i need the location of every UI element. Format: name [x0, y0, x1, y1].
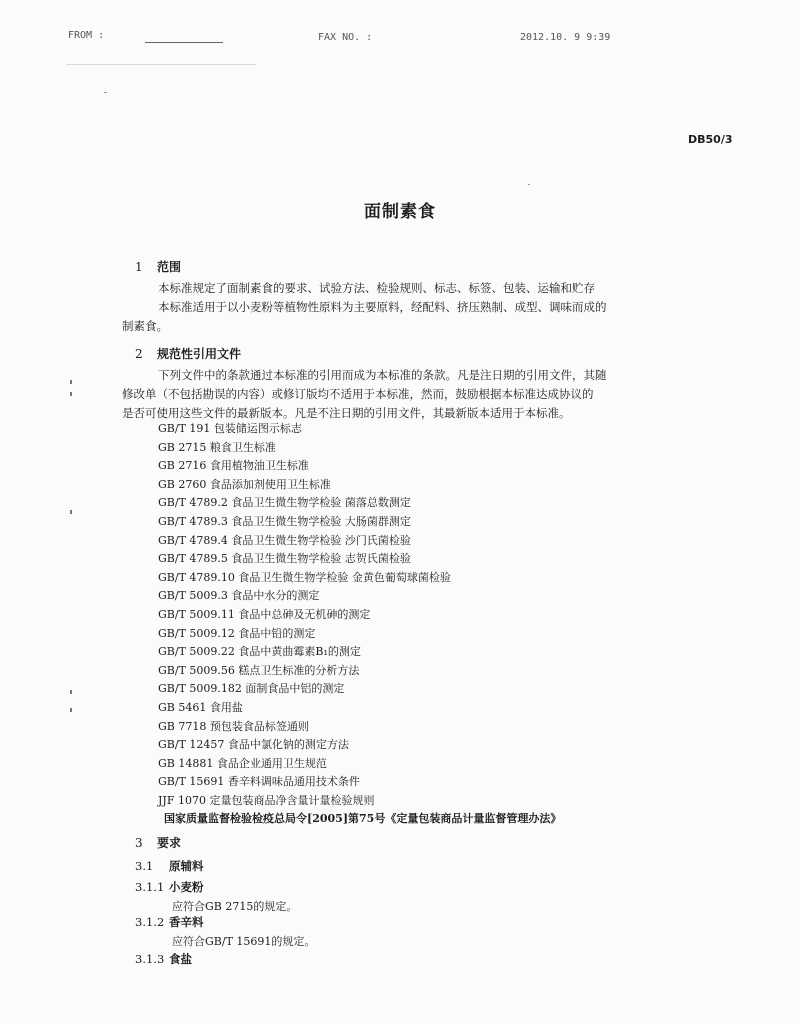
reference-item: GB 2760 食品添加剂使用卫生标准: [158, 477, 331, 491]
paragraph-line: 本标准规定了面制素食的要求、试验方法、检验规则、标志、标签、包装、运输和贮存: [158, 281, 595, 295]
reference-item: JJF 1070 定量包装商品净含量计量检验规则: [158, 793, 375, 807]
subsection-number: 3.1.3: [135, 952, 165, 966]
reference-item: GB/T 5009.182 面制食品中铝的测定: [158, 682, 345, 696]
subsection-number: 3.1.2: [135, 915, 165, 929]
reference-item: GB 2715 粮食卫生标准: [158, 440, 276, 454]
reference-item: GB/T 5009.56 糕点卫生标准的分析方法: [158, 663, 360, 677]
scan-noise: [528, 184, 530, 185]
subsection-heading: [135, 914, 204, 930]
fax-from-label: FROM :: [68, 30, 105, 41]
standard-code: DB50/3: [688, 133, 733, 146]
paragraph-line: 修改单（不包括勘误的内容）或修订版均不适用于本标准，然而，鼓励根据本标准达成协议的: [122, 387, 594, 401]
reference-item: GB/T 4789.2 食品卫生微生物学检验 菌落总数测定: [158, 496, 411, 510]
scan-noise: [66, 64, 256, 65]
paragraph-line: 下列文件中的条款通过本标准的引用而成为本标准的条款。凡是注日期的引用文件，其随: [158, 368, 607, 382]
document-title: 面制素食: [364, 202, 436, 222]
fax-number-label: FAX NO. :: [318, 32, 373, 43]
scan-edge-mark: [70, 380, 72, 384]
section-heading: [135, 834, 181, 851]
fax-datetime: 2012.10. 9 9:39: [520, 32, 611, 43]
scan-edge-mark: [70, 392, 72, 396]
scan-noise: [104, 92, 107, 93]
reference-list: [158, 420, 561, 829]
reference-item: GB 7718 预包装食品标签通则: [158, 719, 309, 733]
reference-item: GB/T 5009.22 食品中黄曲霉素B₁的测定: [158, 645, 361, 659]
scan-edge-mark: [70, 690, 72, 694]
reference-item: GB/T 4789.5 食品卫生微生物学检验 志贺氏菌检验: [158, 552, 411, 566]
reference-item: 国家质量监督检验检疫总局令[2005]第75号《定量包装商品计量监督管理办法》: [164, 812, 562, 826]
reference-item: GB 2716 食用植物油卫生标准: [158, 459, 309, 473]
section-heading: [135, 345, 241, 362]
subsection-number: 3.1.1: [135, 880, 165, 894]
reference-item: GB/T 5009.3 食品中水分的测定: [158, 589, 320, 603]
subsection-title: 原辅料: [169, 859, 204, 873]
section-1-body: [122, 279, 627, 336]
section-2-body: [122, 366, 627, 423]
fax-from-line: [145, 42, 223, 43]
requirement-text: 应符合GB/T 15691的规定。: [172, 935, 316, 948]
section-title: 规范性引用文件: [157, 347, 242, 361]
reference-item: GB 14881 食品企业通用卫生规范: [158, 756, 327, 770]
section-number: 3: [135, 836, 143, 850]
reference-item: GB/T 4789.10 食品卫生微生物学检验 金黄色葡萄球菌检验: [158, 570, 451, 584]
reference-item: GB/T 5009.11 食品中总砷及无机砷的测定: [158, 607, 371, 621]
subsection-title: 小麦粉: [169, 880, 204, 894]
requirement-text: 应符合GB 2715的规定。: [172, 900, 298, 913]
section-number: 1: [135, 260, 143, 274]
reference-item: GB/T 12457 食品中氯化钠的测定方法: [158, 738, 349, 752]
scan-edge-mark: [70, 708, 72, 712]
paragraph-line: 本标准适用于以小麦粉等植物性原料为主要原料，经配料、挤压熟制、成型、调味而成的: [158, 300, 607, 314]
subsection-title: 食盐: [169, 952, 192, 966]
subsection-heading: [135, 951, 192, 967]
reference-item: GB 5461 食用盐: [158, 700, 243, 714]
fax-header: [0, 30, 724, 50]
section-heading: [135, 258, 181, 275]
reference-item: GB/T 4789.3 食品卫生微生物学检验 大肠菌群测定: [158, 514, 411, 528]
subsection-heading: [135, 879, 204, 895]
reference-item: GB/T 15691 香辛料调味品通用技术条件: [158, 775, 360, 789]
subsection-number: 3.1: [135, 859, 154, 873]
paragraph-line: 制素食。: [122, 319, 168, 333]
subsection-heading: [135, 858, 204, 874]
section-number: 2: [135, 347, 143, 361]
reference-item: GB/T 4789.4 食品卫生微生物学检验 沙门氏菌检验: [158, 533, 411, 547]
reference-item: GB/T 5009.12 食品中铅的测定: [158, 626, 316, 640]
section-title: 范围: [157, 260, 182, 274]
paragraph-line: 是否可使用这些文件的最新版本。凡是不注日期的引用文件，其最新版本适用于本标准。: [122, 406, 571, 420]
subsection-title: 香辛料: [169, 915, 204, 929]
scan-edge-mark: [70, 510, 72, 514]
reference-item: GB/T 191 包装储运图示标志: [158, 422, 302, 435]
section-title: 要求: [157, 836, 182, 850]
